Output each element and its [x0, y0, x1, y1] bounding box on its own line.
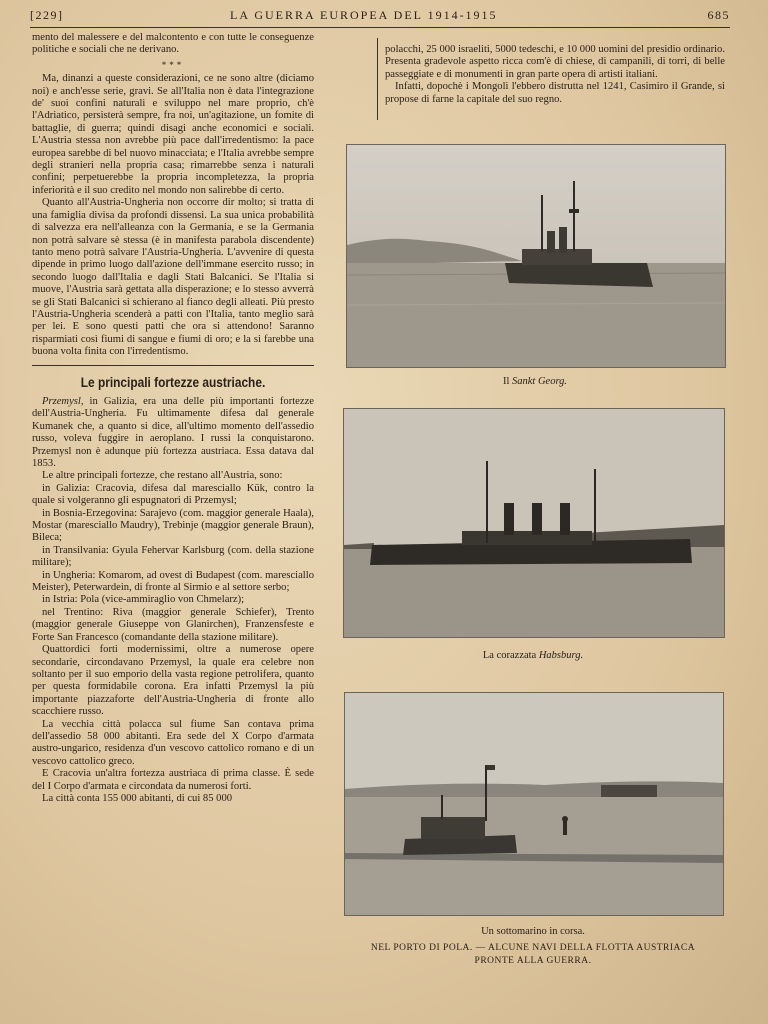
running-title: LA GUERRA EUROPEA DEL 1914-1915 — [230, 8, 498, 22]
photo-caption — [343, 650, 723, 661]
paragraph: La città conta 155 000 abitanti, di cui 85 000 — [42, 792, 233, 804]
photo-caption: Un sottomarino in corsa. — [481, 926, 585, 937]
place-name: Przemysl, — [42, 395, 84, 407]
list-item: in Transilvania: Gyula Fehervar Karlsburg (com. della stazione militare); — [32, 544, 314, 569]
bottom-caption-line: PRONTE ALLA GUERRA. — [474, 956, 592, 966]
page-header — [30, 6, 730, 26]
section-rule — [32, 365, 314, 366]
list-item: in Bosnia-Erzegovina: Sarajevo (com. maggior generale Haala), Mostar (maresciallo Maudry), Trebinje (maggior generale Braun), Bileca; — [32, 507, 314, 544]
photo-habsburg — [343, 408, 725, 638]
bottom-caption-line: NEL PORTO DI POLA. — ALCUNE NAVI DELLA FLOTTA AUSTRIACA — [370, 943, 696, 953]
paragraph: polacchi, 25 000 israeliti, 5000 tedeschi, e 10 000 uomini del presidio ordinario. Presenta gradevole aspetto ricca com'è di chiese, di campanili, di torri, di belle passeggiate e di monumenti in gran parte opera di artisti italiani. — [385, 44, 725, 80]
page-number-left: [229] — [30, 8, 64, 22]
paragraph: Le altre principali fortezze, che restano all'Austria, sono: — [42, 470, 283, 482]
paragraph — [32, 396, 314, 470]
photo-caption — [346, 376, 724, 387]
page-number-right: 685 — [707, 8, 730, 22]
paragraph: Infatti, dopochè i Mongoli l'ebbero distrutta nel 1241, Casimiro il Grande, si propose di farne la capitale del suo regno. — [385, 81, 725, 105]
photo-sankt-georg — [346, 144, 726, 368]
column-rule — [377, 38, 378, 120]
paragraph: E Cracovia un'altra fortezza austriaca di prima classe. È sede del I Corpo d'armata e circondata da numerosi forti. — [32, 768, 314, 792]
caption-text: Il — [502, 376, 512, 387]
section-stars: *** — [161, 59, 185, 70]
list-item: in Istria: Pola (vice-ammiraglio von Chmelarz); — [42, 594, 245, 606]
paragraph: Quanto all'Austria-Ungheria non occorre dir molto; si tratta di una famiglia divisa da profondi dissensi. La sua unica probabilità di salvezza era nell'alleanza con la Germania, e se la Germania non potrà salvare sè stessa (è in manifesta parabola discendente) tanto meno potrà salvare l'Austria-Ungheria. L'avvenire di questa dipende in primo luogo dall'azione dell'immane esercito russo; in secondo luogo dall'Italia e dagli Stati Balcanici. Se l'Italia si muove, l'Austria sarà gettata alla disperazione; e lo stesso avverrà se gli Stati Balcanici si schierano al fianco degli alleati. Più presto l'Austria-Ungheria scenderà a patti con l'Italia, tanto meglio sarà per lei. E sono questi patti che ora si attendono! Saranno risparmiati così fiumi di sangue e fiumi di oro; e la si farebbe una buona volta finita con l'irredentismo. — [32, 197, 314, 358]
list-item: nel Trentino: Riva (maggior generale Schiefer), Trento (maggior generale Giuseppe von Glanirchen), Franzensfeste e Forte San Francesco (comandante della stazione militare). — [32, 606, 314, 643]
header-rule — [30, 27, 730, 28]
paragraph: La vecchia città polacca sul fiume San contava prima dell'assedio 58 000 abitanti. Era sede del X Corpo d'armata austro-ungarico, residenza d'un vescovo cattolico romano e di un vescovo cattolico greco. — [32, 718, 314, 767]
left-column — [32, 32, 314, 805]
bottom-caption — [338, 942, 728, 968]
list-item: in Ungheria: Komarom, ad ovest di Budapest (com. maresciallo Meister), Peterwardein, di fronte al Sirmio e al settore serbo; — [32, 569, 314, 594]
paragraph: mento del malessere e del malcontento e con tutte le conseguenze politiche e sociali che ne derivano. — [32, 32, 314, 56]
list-item: in Galizia: Cracovia, difesa dal maresciallo Kük, contro la quale si volgeranno gli espugnatori di Przemysl; — [32, 482, 314, 507]
paragraph-text: in Galizia, era una delle più importanti fortezze dell'Austria-Ungheria. Fu ultimamente difesa dal generale Kumanek che, a quanto si dice, all'ultimo momento dell'assedio russo, voleva fuggire in aeroplano. I russi la conquistarono. Przemysl non è adunque più fortezza austriaca. Essa datava dal 1853. — [32, 395, 314, 469]
section-title: Le principali fortezze austriache. — [80, 373, 266, 390]
right-column-text — [385, 44, 725, 106]
paragraph: Ma, dinanzi a queste considerazioni, ce ne sono altre (diciamo noi) e anch'esse serie, gravi. Se all'Italia non è data l'integrazione de' suoi confini naturali e sviluppo nel mare proprio, ch'è l'Adriatico, persisterà sempre, fra noi, un'agitazione, un fomite di battaglie, di guerra; quindi disagi anche economici e sociali. L'Austria stessa non avrebbe più pace dall'irredentismo: la pace europea sarebbe di bel nuovo minacciata; e l'Italia avrebbe sempre degli stranieri nella propria casa; rimarrebbe senza i naturali confini; perpetuerebbe la propria incompletezza, la propria inferiorità e il suo credito nel mondo non salirebbe di certo. — [32, 73, 314, 196]
paragraph: Quattordici forti modernissimi, oltre a numerose opere secondarie, circondavano Przemysl, la quale era celebre non soltanto per il suo emporio della vasta regione petrolifera, quanto per questa formidabile corona. Era infatti Przemysl la più importante piazzaforte dell'Austria-Ungheria di fronte allo scacchiere russo. — [32, 644, 314, 718]
caption-text: La corazzata — [482, 650, 539, 661]
ship-name: Sankt Georg. — [512, 376, 568, 387]
ship-name: Habsburg. — [538, 650, 584, 661]
photo-submarine — [344, 692, 724, 916]
